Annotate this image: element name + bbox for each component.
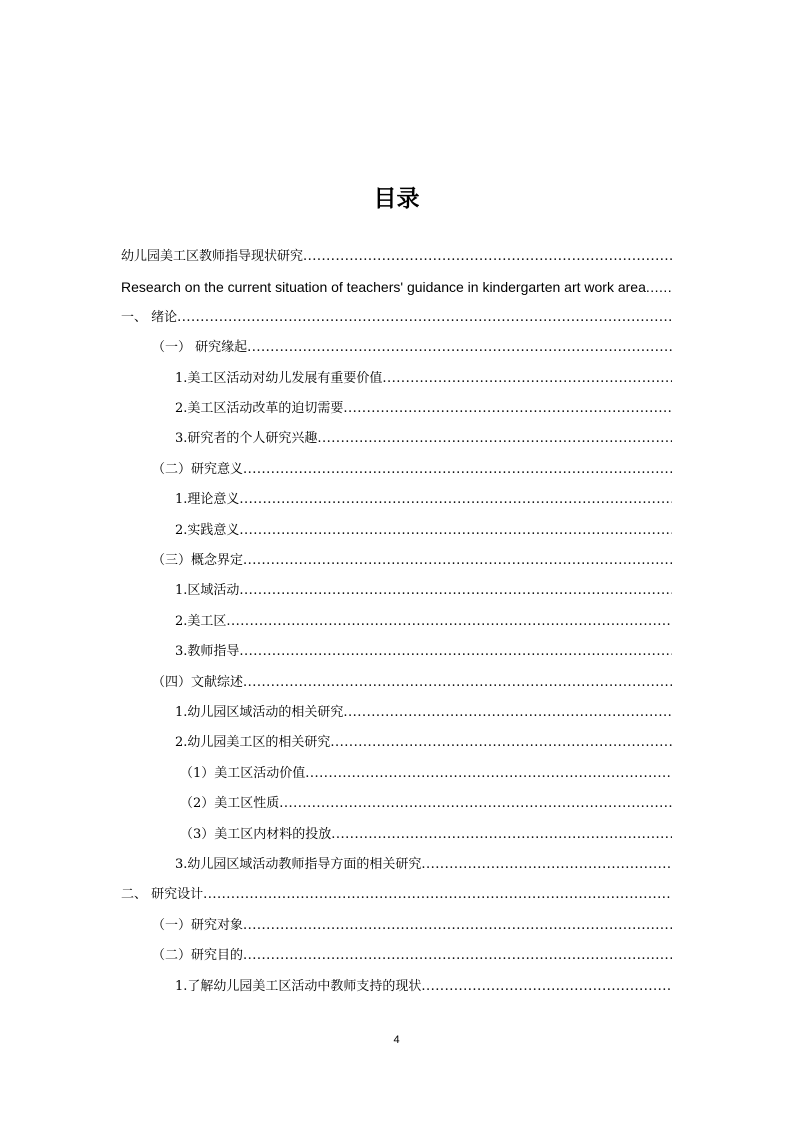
toc-leader-dots	[303, 242, 672, 272]
toc-entry-label: 3.幼儿园区域活动教师指导方面的相关研究	[175, 857, 422, 872]
toc-entry-label: 2.美工区活动改革的迫切需要	[175, 401, 344, 416]
toc-leader-dots	[646, 272, 672, 302]
toc-entry-label: 1.幼儿园区域活动的相关研究	[175, 705, 344, 720]
toc-entry[interactable]	[121, 303, 672, 333]
toc-leader-dots	[243, 668, 672, 698]
toc-entry-label: （3）美工区内材料的投放	[180, 826, 332, 842]
toc-entry-label: 一、 绪论	[121, 309, 178, 325]
toc-entry[interactable]	[121, 272, 672, 302]
toc-leader-dots	[243, 911, 672, 941]
toc-entry-label: 1.区域活动	[175, 583, 240, 599]
toc-leader-dots	[343, 394, 672, 424]
toc-entry-label: （2）美工区性质	[180, 796, 280, 812]
toc-entry-label: 1.了解幼儿园美工区活动中教师支持的现状	[175, 978, 422, 994]
toc-entry[interactable]	[175, 637, 672, 667]
toc-entry-label: （一）研究对象	[152, 917, 244, 933]
toc-entry[interactable]	[152, 668, 672, 698]
toc-entry-label: （一） 研究缘起	[152, 340, 248, 356]
toc-entry-label: 2.幼儿园美工区的相关研究	[175, 735, 331, 751]
toc-leader-dots	[243, 546, 672, 576]
toc-leader-dots	[343, 698, 672, 728]
page-number: 4	[393, 1034, 400, 1046]
toc-leader-dots	[382, 364, 672, 394]
toc-entry-label: 1.理论意义	[175, 492, 240, 508]
toc-entry[interactable]	[175, 516, 672, 546]
toc-leader-dots	[279, 789, 672, 819]
toc-leader-dots	[239, 485, 672, 515]
toc-leader-dots	[239, 576, 672, 606]
toc-entry[interactable]	[175, 972, 672, 1002]
toc-leader-dots	[305, 759, 672, 789]
toc-entry-label: （三）概念界定	[152, 553, 244, 568]
toc-leader-dots	[421, 850, 672, 880]
toc-leader-dots	[239, 637, 672, 667]
toc-entry[interactable]	[175, 728, 672, 758]
toc-title: 目录	[373, 186, 420, 212]
toc-leader-dots	[331, 820, 672, 850]
toc-entry-label: （二）研究目的	[152, 948, 244, 964]
toc-entry[interactable]	[175, 364, 672, 394]
toc-entry[interactable]	[180, 759, 672, 789]
toc-entry[interactable]	[152, 941, 672, 971]
toc-entry[interactable]	[175, 576, 672, 606]
toc-entry-label: （四）文献综述	[152, 674, 244, 690]
toc-leader-dots	[243, 455, 672, 485]
toc-entry[interactable]	[121, 242, 672, 272]
toc-entry-label: 3.研究者的个人研究兴趣	[175, 431, 318, 447]
toc-entry-label: 2.美工区	[175, 613, 227, 629]
toc-entry[interactable]	[152, 333, 672, 363]
toc-entry-label: 3.教师指导	[175, 644, 240, 660]
toc-entry[interactable]	[175, 485, 672, 515]
toc-entry[interactable]	[175, 698, 672, 728]
toc-entry-label: Research on the current situation of teachers' guidance in kindergarten art work area	[121, 279, 646, 296]
toc-entry-label: 1.美工区活动对幼儿发展有重要价值	[175, 370, 383, 386]
toc-entry-label: （1）美工区活动价值	[180, 765, 306, 781]
toc-entry[interactable]	[121, 880, 672, 910]
toc-entry[interactable]	[175, 850, 672, 880]
toc-entry[interactable]	[175, 607, 672, 637]
toc-entry-label: 幼儿园美工区教师指导现状研究	[121, 249, 304, 264]
toc-entry-label: （二）研究意义	[152, 461, 244, 477]
toc-entry[interactable]	[180, 820, 672, 850]
toc-leader-dots	[203, 880, 672, 910]
toc-leader-dots	[330, 728, 672, 758]
toc-leader-dots	[177, 303, 672, 333]
toc-entry[interactable]	[175, 394, 672, 424]
toc-leader-dots	[239, 516, 672, 546]
toc-leader-dots	[421, 972, 672, 1002]
toc-entry[interactable]	[180, 789, 672, 819]
toc-leader-dots	[226, 607, 672, 637]
toc-entry[interactable]	[152, 546, 672, 576]
toc-leader-dots	[243, 941, 672, 971]
toc-entry[interactable]	[152, 455, 672, 485]
toc-entry[interactable]	[152, 911, 672, 941]
toc-entry-label: 二、 研究设计	[121, 887, 204, 903]
toc-leader-dots	[317, 424, 672, 454]
toc-leader-dots	[247, 333, 672, 363]
toc-entry-label: 2.实践意义	[175, 522, 240, 538]
toc-entry[interactable]	[175, 424, 672, 454]
